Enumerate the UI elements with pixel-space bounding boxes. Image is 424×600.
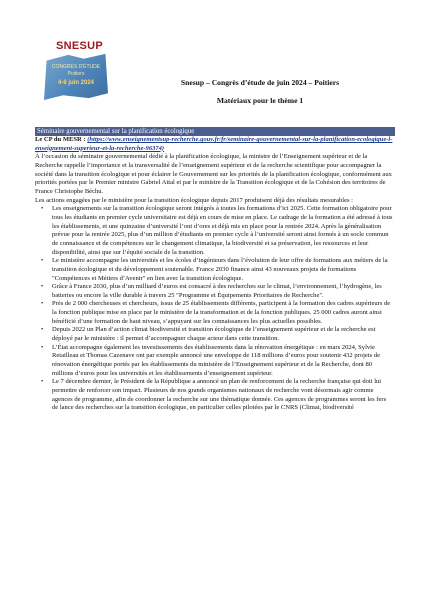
list-item: • Grâce à France 2030, plus d’un milliard d’euros est consacré à des recherches sur le climat, l’environnement, l’hydrogène, les batteries ou encore la ville durable à travers 25 "Programme et Équipements Prioritaires de Recherche".	[52, 283, 393, 300]
lead-paragraph: Les actions engagées par le ministère pour la transition écologique depuis 2017 produisent déjà des résultats mesurables :	[35, 196, 353, 204]
list-item: • Les enseignements sur la transition écologique seront intégrés à toutes les formations d’ici 2025. Cette formation obligatoire pour tous les étudiants en premier cycle universitaire est déjà en cours de mise en place. Le cadrage de la formation a été adressé à tous les établissements, et une quinzaine d’université l’ont d’ores et déjà mis en place pour la rentrée 2024. Après la généralisation prévue pour la rentrée 2025, plus d’un million d’étudiants en premier cycle à l’université seront ainsi formés à un socle commun de connaissance et de compétences sur le changement climatique, la biodiversité et sa préservation, les ressources et leur disponibilité, ainsi que sur l’équité sociale de la transition.	[52, 205, 393, 257]
list-item: • Près de 2 000 chercheuses et chercheurs, issus de 25 établissements différents, participent à la formation des cadres supérieurs de la fonction publique mise en place par le ministère de la transformation et de la fonction publiques. 25 000 cadres auront ainsi bénéficié d’une formation de haut niveau, s’appuyant sur les connaissances les plus actuelles possibles.	[52, 300, 393, 326]
logo-line2: Poitiers	[67, 71, 85, 77]
actions-list	[35, 205, 393, 413]
list-item: • L’État accompagne également les investissements des établissements dans la rénovation énergétique : en mars 2024, Sylvie Retailleau et Thomas Cazenave ont par exemple annoncé une enveloppe de 118 millions d’euros pour soutenir 432 projets de rénovation énergétique portés par les établissements du ministère de l’Enseignement supérieur et de la Recherche, dont 80 millions d’euros pour les universités et les établissements d’enseignement supérieur.	[52, 344, 393, 379]
cp-label: Le CP du MESR :	[35, 136, 88, 143]
logo-date: 4-6 juin 2024	[57, 80, 95, 86]
document-header	[180, 76, 340, 107]
intro-paragraph: À l’occasion du séminaire gouvernemental dédié à la planification écologique, la ministre de l’Enseignement supérieur et de la Recherche rappelle l’importance et la transversalité de l’enseignement supérieur et de la recherche scientifique pour accompagner la société dans la transition écologique et pour éclairer le Gouvernement sur les priorités de la planification écologique, conformément aux priorités portées par le Premier ministre Gabriel Attal et par le ministre de la Transition écologique et de la Cohésion des territoires de France Christophe Béchu.	[35, 153, 392, 195]
snesup-logo	[44, 40, 110, 102]
logo-title: SNESUP	[56, 40, 104, 52]
logo-line1: CONGRÈS D'ÉTUDE	[51, 64, 101, 70]
press-release-line	[35, 136, 393, 153]
cp-link[interactable]: (https://www.enseignementsup-recherche.gouv.fr/fr/seminaire-gouvernemental-sur-la-planification-ecologique-l-enseignement-superieur-et-la-recherche-96374)	[35, 136, 393, 152]
section-content	[35, 136, 393, 413]
header-line2: Matériaux pour le thème 1	[216, 96, 304, 105]
list-item: • Depuis 2022 un Plan d’action climat biodiversité et transition écologique de l’enseignement supérieur et de la recherche est déployé par le ministère : il permet d’accompagner chaque acteur dans cette transition.	[52, 326, 393, 343]
section-title: Séminaire gouvernemental sur la planification écologique	[35, 127, 395, 136]
list-item: • Le ministère accompagne les universités et les écoles d’ingénieurs dans l’évolution de leur offre de formations aux métiers de la transition écologique et du développement soutenable. France 2030 finance ainsi 43 nouveaux projets de formations "Compétences et Métiers d’Avenir" en lien avec la transition écologique.	[52, 257, 393, 283]
list-item: • Le 7 décembre dernier, le Président de la République a annoncé un plan de renforcement de la recherche française qui doit lui permettre de renforcer son impact. Plusieurs de nos grands organismes nationaux de recherche vont désormais agir comme agences de programme, afin de coordonner la recherche sur une thématique donnée. Ces agences de programmes seront les fers de lance des recherches sur la transition écologique, en particulier celles pilotées par le CNRS (Climat, biodiversité	[52, 378, 393, 413]
header-line1: Snesup – Congrès d’étude de juin 2024 – Poitiers	[180, 78, 340, 87]
